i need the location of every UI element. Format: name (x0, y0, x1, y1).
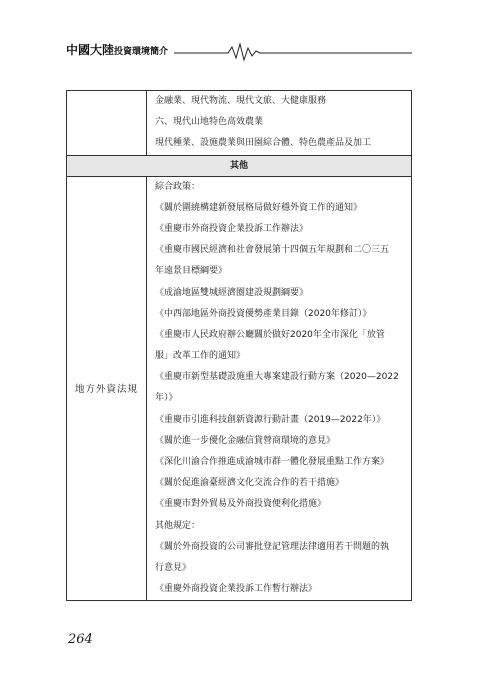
empty-left-cell (67, 91, 147, 156)
list-item: 綜合政策： (155, 181, 201, 192)
list-item: 《重慶市新型基礎設施重大專案建設行動方案（2020—2022 (155, 372, 399, 383)
list-item: 《成渝地區雙城經濟圈建設規劃綱要》 (155, 287, 309, 298)
list-item: 《關於進一步優化金融信貸營商環境的意見》 (155, 435, 336, 446)
list-item: 《重慶市人民政府辦公廳關於做好2020年全市深化「放管 (155, 329, 385, 340)
header-title-main: 中國大陸 (66, 43, 115, 57)
list-item: 《重慶市外商投資企業投訴工作辦法》 (155, 223, 309, 234)
list-item: 《重慶市國民經濟和社會發展第十四個五年規劃和二〇三五 (155, 245, 390, 256)
list-item: 《中西部地區外商投資優勢產業目錄（2020年修訂）》 (155, 308, 372, 319)
list-item: 行意見》 (155, 562, 192, 573)
list-item: 《關於促進渝臺經濟文化交流合作的若干措施》 (155, 478, 345, 489)
page-number: 264 (68, 632, 93, 647)
list-item: 《關於外商投資的公司審批登記管理法律適用若干問題的執 (155, 541, 390, 552)
industry-list-cell (147, 91, 412, 156)
section-header-row (67, 155, 412, 176)
list-item: 《關於圍繞構建新發展格局做好穩外資工作的通知》 (155, 202, 363, 213)
table-row (67, 176, 412, 601)
header-title-sub: 投資環境簡介 (114, 47, 169, 57)
list-item: 《重慶市對外貿易及外商投資便利化措施》 (155, 499, 327, 510)
list-item: 《重慶市引進科技創新資源行動計畫（2019—2022年）》 (155, 414, 386, 425)
list-item: 《深化川渝合作推進成渝城市群一體化發展重點工作方案》 (155, 457, 390, 467)
list-item: 服」改革工作的通知》 (155, 351, 246, 362)
list-item: 《重慶外商投資企業投訴工作暫行辦法》 (155, 584, 318, 595)
list-item: 六、現代山地特色高效農業 (155, 117, 264, 128)
list-item: 金融業、現代物流、現代文旅、大健康服務 (155, 96, 327, 106)
row-label: 地方外資法規 (67, 176, 147, 601)
header-title (66, 41, 168, 58)
regulation-table (66, 90, 412, 601)
page-header (66, 40, 412, 62)
list-item: 年遠景目標綱要》 (155, 266, 228, 277)
list-item: 現代種業、設施農業與田園綜合體、特色農產品及加工 (155, 138, 372, 149)
regulation-list-cell (147, 176, 412, 601)
section-header: 其他 (67, 155, 412, 176)
table-row (67, 91, 412, 156)
list-item: 其他規定： (155, 520, 201, 531)
list-item: 年）》 (155, 393, 178, 404)
